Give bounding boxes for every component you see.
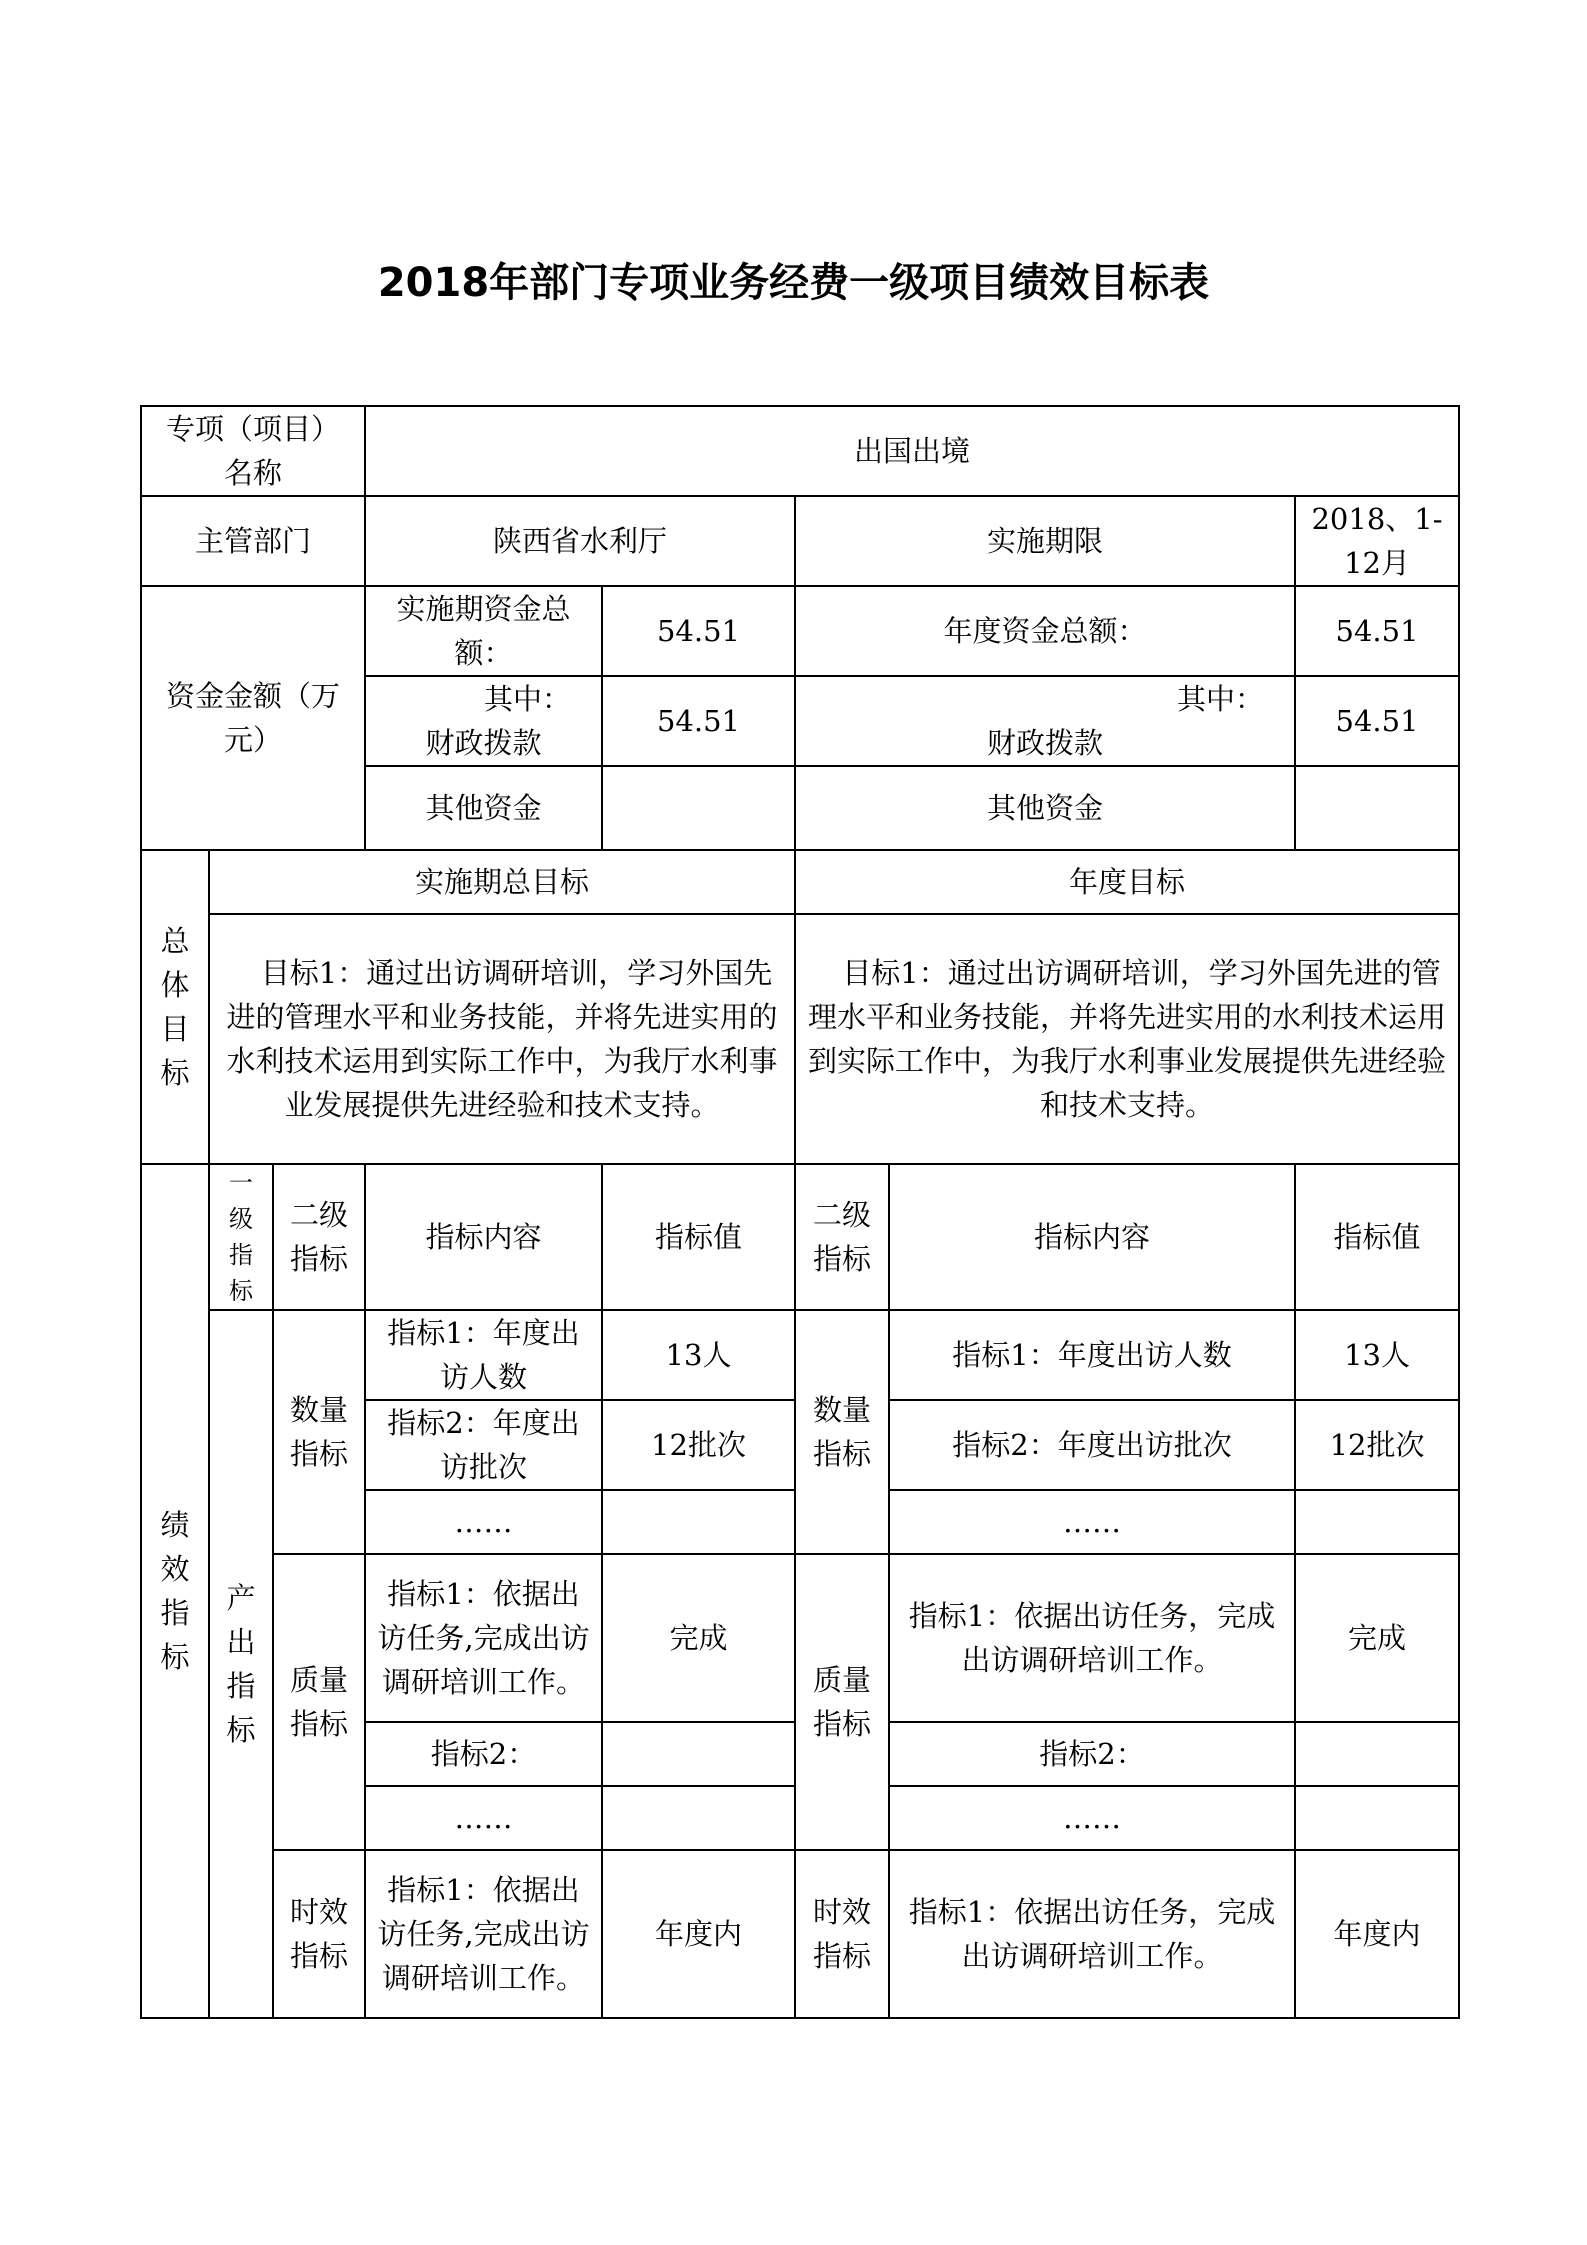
- timeliness-indicator-label: 时效指标: [273, 1850, 365, 2018]
- ql3-content: ……: [365, 1786, 602, 1850]
- ql3-content-right: ……: [889, 1786, 1295, 1850]
- ql2-value: [602, 1722, 795, 1786]
- year-other-value: [1295, 766, 1459, 850]
- impl-total-value: 54.51: [602, 586, 795, 676]
- ql1-content: 指标1：依据出访任务,完成出访调研培训工作。: [365, 1554, 602, 1722]
- table-row: [141, 1310, 1459, 1400]
- impl-other-label: 其他资金: [365, 766, 602, 850]
- impl-fiscal-label: [365, 676, 602, 766]
- year-fiscal-value: 54.51: [1295, 676, 1459, 766]
- department-row: [141, 496, 1459, 586]
- q3-content-right: ……: [889, 1490, 1295, 1554]
- goals-header-row: [141, 850, 1459, 914]
- content-header-right: 指标内容: [889, 1164, 1295, 1310]
- q1-value-right: 13人: [1295, 1310, 1459, 1400]
- quality-indicator-label: 质量指标: [273, 1554, 365, 1850]
- goals-label: 总体目标: [141, 850, 209, 1164]
- year-goal-header: 年度目标: [795, 850, 1459, 914]
- table-row: [141, 1554, 1459, 1722]
- content-header: 指标内容: [365, 1164, 602, 1310]
- indicators-header-row: [141, 1164, 1459, 1310]
- year-fiscal-label-line1: 其中：: [1176, 682, 1264, 716]
- q2-value-right: 12批次: [1295, 1400, 1459, 1490]
- year-fiscal-label: [795, 676, 1295, 766]
- ql1-value-right: 完成: [1295, 1554, 1459, 1722]
- ql3-value-right: [1295, 1786, 1459, 1850]
- ql1-value: 完成: [602, 1554, 795, 1722]
- impl-goal-header: 实施期总目标: [209, 850, 795, 914]
- q3-value-right: [1295, 1490, 1459, 1554]
- department-label: 主管部门: [141, 496, 365, 586]
- table-row: [141, 1850, 1459, 2018]
- year-total-value: 54.51: [1295, 586, 1459, 676]
- value-header: 指标值: [602, 1164, 795, 1310]
- q1-value: 13人: [602, 1310, 795, 1400]
- impl-other-value: [602, 766, 795, 850]
- impl-fiscal-label-line2: 财政拨款: [425, 726, 542, 760]
- q1-content: 指标1：年度出访人数: [365, 1310, 602, 1400]
- indicators-label: 绩效指标: [141, 1164, 209, 2018]
- q2-value: 12批次: [602, 1400, 795, 1490]
- q1-content-right: 指标1：年度出访人数: [889, 1310, 1295, 1400]
- t1-content: 指标1：依据出访任务,完成出访调研培训工作。: [365, 1850, 602, 2018]
- year-other-label: 其他资金: [795, 766, 1295, 850]
- impl-total-label: 实施期资金总额：: [365, 586, 602, 676]
- t1-value: 年度内: [602, 1850, 795, 2018]
- value-header-right: 指标值: [1295, 1164, 1459, 1310]
- t1-content-right: 指标1：依据出访任务，完成出访调研培训工作。: [889, 1850, 1295, 2018]
- year-total-label: 年度资金总额：: [795, 586, 1295, 676]
- year-fiscal-label-line2: 财政拨款: [986, 726, 1103, 760]
- timeliness-indicator-label-right: 时效指标: [795, 1850, 889, 2018]
- q3-value: [602, 1490, 795, 1554]
- year-goal-text: 目标1：通过出访调研培训，学习外国先进的管理水平和业务技能，并将先进实用的水利技术运用到实际工作中，为我厅水利事业发展提供先进经验和技术支持。: [795, 914, 1459, 1164]
- department-value: 陕西省水利厅: [365, 496, 795, 586]
- level2-header: 二级指标: [273, 1164, 365, 1310]
- page-title: 2018年部门专项业务经费一级项目绩效目标表: [377, 260, 1210, 306]
- level1-header: 一级指标: [209, 1164, 273, 1310]
- impl-goal-text: 目标1：通过出访调研培训，学习外国先进的管理水平和业务技能，并将先进实用的水利技术运用到实际工作中，为我厅水利事业发展提供先进经验和技术支持。: [209, 914, 795, 1164]
- project-name-value: 出国出境: [365, 406, 1459, 496]
- level2-header-right: 二级指标: [795, 1164, 889, 1310]
- ql3-value: [602, 1786, 795, 1850]
- ql2-content: 指标2：: [365, 1722, 602, 1786]
- quality-indicator-label-right: 质量指标: [795, 1554, 889, 1850]
- output-indicator-label: 产出指标: [209, 1310, 273, 2018]
- quantity-indicator-label: 数量指标: [273, 1310, 365, 1554]
- performance-target-table: [140, 405, 1460, 2019]
- ql2-content-right: 指标2：: [889, 1722, 1295, 1786]
- q3-content: ……: [365, 1490, 602, 1554]
- t1-value-right: 年度内: [1295, 1850, 1459, 2018]
- project-name-label: 专项（项目）名称: [141, 406, 365, 496]
- q2-content: 指标2：年度出访批次: [365, 1400, 602, 1490]
- funds-label: 资金金额（万元）: [141, 586, 365, 850]
- period-value: 2018、1-12月: [1295, 496, 1459, 586]
- funds-total-row: [141, 586, 1459, 676]
- impl-fiscal-label-line1: 其中：: [483, 682, 571, 716]
- period-label: 实施期限: [795, 496, 1295, 586]
- goals-text-row: [141, 914, 1459, 1164]
- ql1-content-right: 指标1：依据出访任务，完成出访调研培训工作。: [889, 1554, 1295, 1722]
- impl-fiscal-value: 54.51: [602, 676, 795, 766]
- q2-content-right: 指标2：年度出访批次: [889, 1400, 1295, 1490]
- ql2-value-right: [1295, 1722, 1459, 1786]
- quantity-indicator-label-right: 数量指标: [795, 1310, 889, 1554]
- project-name-row: [141, 406, 1459, 496]
